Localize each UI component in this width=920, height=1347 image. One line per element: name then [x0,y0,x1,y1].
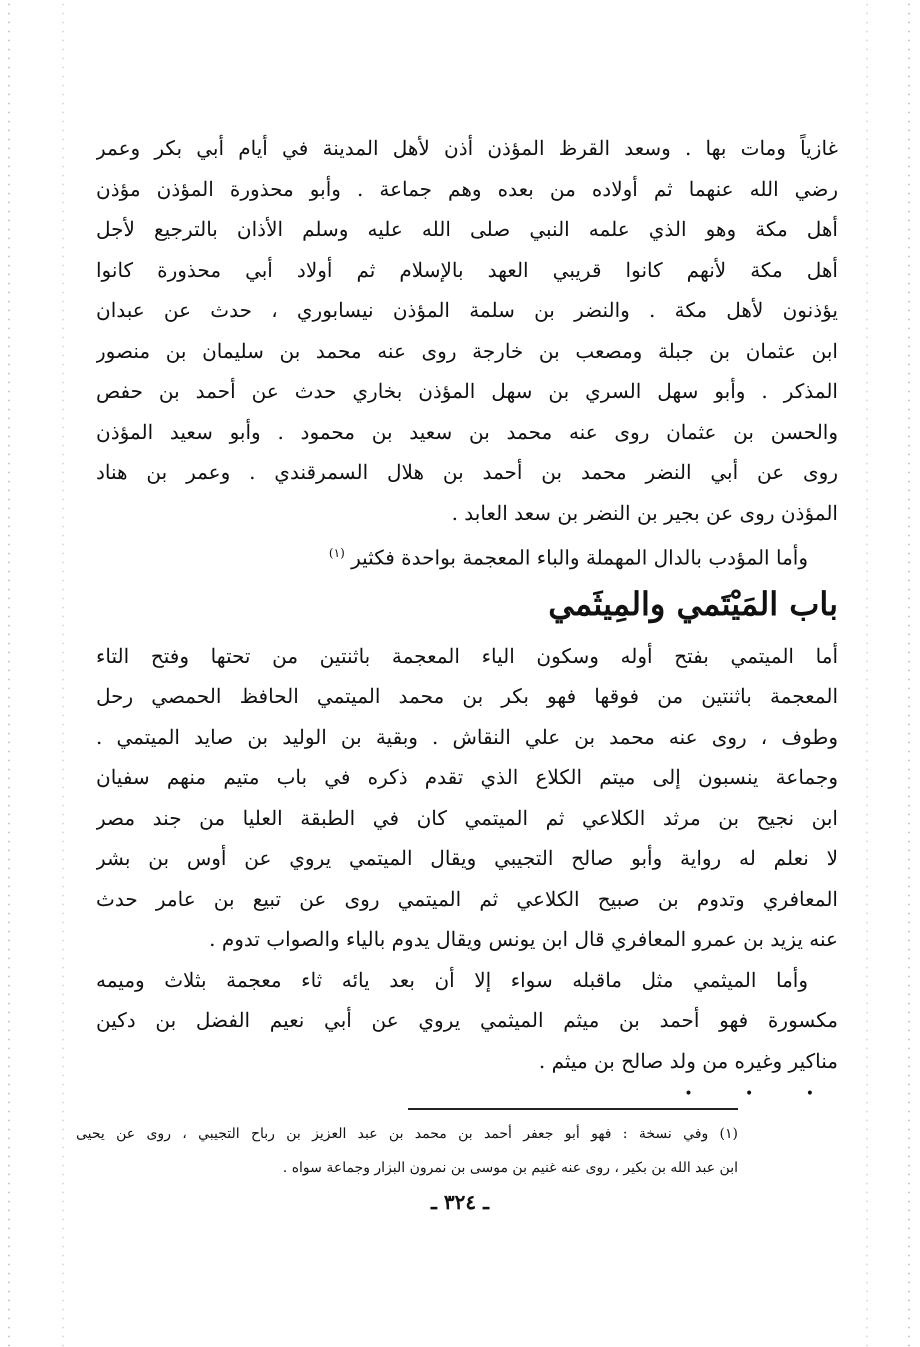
text-line: أهل مكة لأنهم كانوا قريبي العهد بالإسلام ثم أولاد أبي محذورة كانوا [96,257,838,282]
section-ornament: • • • [684,1086,838,1102]
text-line: مناكير وغيره من ولد صالح بن ميثم . [538,1048,838,1073]
page-number: ـ ٣٢٤ ـ [431,1190,489,1214]
paragraph-muadhdhin [96,128,838,533]
text-line: عنه يزيد بن عمرو المعافري قال ابن يونس ويقال يدوم بالياء والصواب تدوم . [209,927,838,951]
section-title: باب المَيْتَمي والمِيثَمي [548,584,838,623]
text-line: والحسن بن عثمان روى عنه محمد بن سعيد بن محمود . وأبو سعيد المؤذن [96,419,838,444]
text-line: يؤذنون لأهل مكة . والنضر بن سلمة المؤذن نيسابوري ، حدث عن عبدان [96,298,838,322]
footnote-line: ابن عبد الله بن بكير ، روى عنه غنيم بن موسى بن نمرون البزار وجماعة سواه . [282,1160,738,1176]
scan-edge-right [908,0,910,1347]
text-line: المعجمة باثنتين من فوقها فهو بكر بن محمد الميتمي الحافظ الحمصي رحل [96,684,838,708]
text-line: وأما الميثمي مثل ماقبله سواء إلا أن بعد يائه ثاء معجمة بثلاث وميمه [96,967,808,992]
text-line: وجماعة ينسبون إلى ميتم الكلاع الذي تقدم ذكره في باب متيم منهم سفيان [96,765,838,789]
text-line: المؤذن روى عن بجير بن النضر بن سعد العابد . [451,500,838,525]
paragraph-maytami [96,636,838,960]
text-line: لا نعلم له رواية وأبو صالح التجيبي ويقال الميتمي يروي عن أوس بن بشر [96,846,838,870]
text-line: غازياً ومات بها . وسعد القرظ المؤذن أذن لأهل المدينة في أيام أبي بكر وعمر [96,136,838,160]
scan-edge-right-inner [866,0,868,1347]
scan-edge-left [8,0,10,1347]
footnotes [76,1117,738,1185]
text-line: المذكر . وأبو سهل السري بن سهل المؤذن بخاري حدث عن أحمد بن حفص [96,379,838,403]
paragraph-muaddib [96,533,838,574]
text-line: روى عن أبي النضر محمد بن أحمد بن هلال السمرقندي . وعمر بن هناد [96,460,838,484]
text-line: رضي الله عنهما ثم أولاده من بعده وهم جماعة . وأبو محذورة المؤذن مؤذن [96,176,838,201]
footnote-line: (١) وفي نسخة : فهو أبو جعفر أحمد بن محمد بن عبد العزيز بن رباح التجيبي ، روى عن يحيى [76,1126,738,1142]
muaddib-text: وأما المؤدب بالدال المهملة والباء المعجمة بواحدة فكثير [351,545,808,570]
paragraph-maythami [96,960,838,1082]
page-body [96,128,838,1107]
text-line: مكسورة فهو أحمد بن ميثم الميثمي يروي عن أبي نعيم الفضل بن دكين [96,1008,838,1032]
text-line: ابن نجيح بن مرثد الكلاعي ثم الميتمي كان في الطبقة العليا من جند مصر [96,805,838,830]
text-line: ابن عثمان بن جبلة ومصعب بن خارجة روى عنه محمد بن سليمان بن منصور [96,338,838,363]
scan-edge-left-inner [62,0,64,1347]
text-line: أما الميتمي بفتح أوله وسكون الياء المعجمة باثنتين من تحتها وفتح التاء [96,643,838,668]
text-line: وطوف ، روى عنه محمد بن علي النقاش . وبقية بن الوليد بن صايد الميتمي . [96,724,838,749]
text-line: المعافري وتدوم بن صبيح الكلاعي ثم الميتمي روى عن تبيع بن عامر حدث [96,886,838,911]
text-line: أهل مكة وهو الذي علمه النبي صلى الله عليه وسلم الأذان بالترجيع لأجل [96,217,838,241]
footnote-marker: (١) [328,546,345,560]
footnote-divider [408,1108,738,1110]
